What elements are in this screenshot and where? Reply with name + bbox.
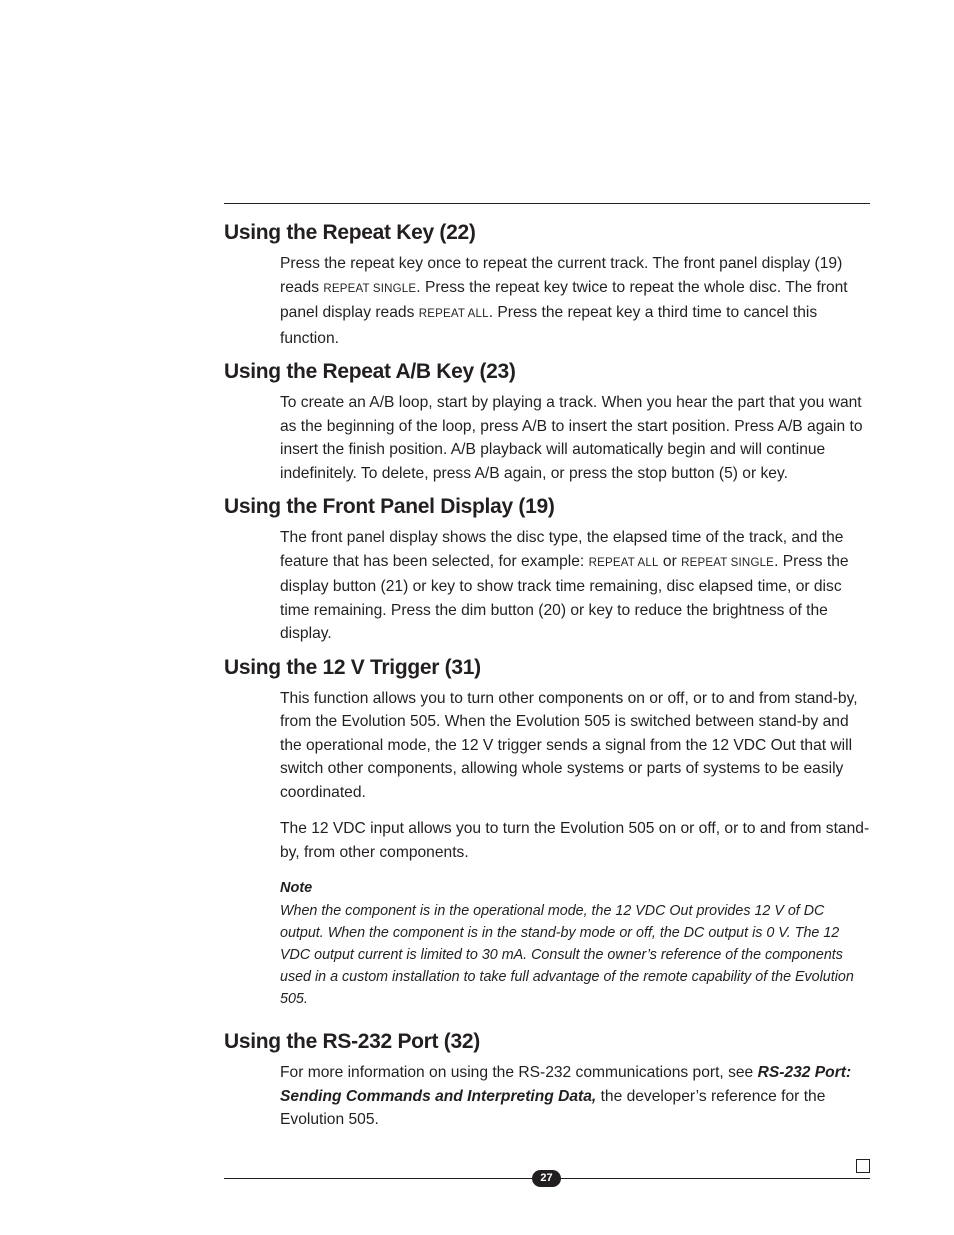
section-paragraph: To create an A/B loop, start by playing a track. When you hear the part that you want as the beginning of the loop, press A/B to insert the start position. Press A/B again to insert the finish position. A/B playback will automatically begin and will continue indefinitely. To delete, press A/B again, or press the stop button (5) or key. — [280, 394, 863, 482]
note-title: Note — [280, 880, 313, 896]
display-text-repeat-all: REPEAT ALL — [418, 308, 489, 320]
section-paragraph: The 12 VDC input allows you to turn the Evolution 505 on or off, or to and from stand-by, from other components. — [280, 820, 870, 861]
section-heading: Using the Repeat Key (22) — [224, 221, 476, 244]
section-heading: Using the Repeat A/B Key (23) — [224, 360, 516, 383]
section-heading: Using the 12 V Trigger (31) — [224, 655, 481, 679]
page-content — [224, 219, 870, 1140]
note-body: When the component is in the operational mode, the 12 VDC Out provides 12 V of DC output. When the component is in the stand-by mode or off, the DC output is 0 V. The 12 VDC output current is limited to 30 mA. Consult the owner’s reference of the components used in a custom installation to take full advantage of the remote capability of the Evolution 505. — [280, 903, 854, 1007]
section-front-panel-display — [224, 493, 870, 646]
display-text-repeat-all: REPEAT ALL — [588, 556, 659, 569]
section-repeat-ab-key — [224, 358, 870, 485]
display-text-repeat-single: REPEAT SINGLE — [323, 282, 417, 295]
section-heading: Using the RS-232 Port (32) — [224, 1030, 480, 1053]
section-repeat-key — [224, 219, 870, 350]
page-number: 27 — [532, 1170, 561, 1187]
section-rs232-port — [224, 1028, 870, 1132]
section-heading: Using the Front Panel Display (19) — [224, 495, 555, 518]
section-paragraph: This function allows you to turn other components on or off, or to and from stand-by, from the Evolution 505. When the Evolution 505 is switched between stand-by and the operational mode, the 12 V trigger sends a signal from the 12 VDC Out that will switch other components, allowing whole systems or parts of systems to be easily coordinated. — [280, 689, 858, 801]
section-paragraph: The front panel display shows the disc type, the elapsed time of the track, and the feature that has been selected, for example: REPEAT ALL or REPEAT SINGLE. Press the display button (21) or key to show track time remaining, disc elapsed time, or disc time remaining. Press the dim button (20) or key to reduce the brightness of the display. — [280, 529, 849, 642]
section-paragraph: Press the repeat key once to repeat the current track. The front panel display (19) reads REPEAT SINGLE. Press the repeat key twice to repeat the whole disc. The front panel display reads REPEAT ALL. Press the repeat key a third time to cancel this function. — [280, 255, 848, 347]
display-text-repeat-single: REPEAT SINGLE — [681, 556, 775, 569]
reference-document-title: RS-232 Port: Sending Commands and Interpreting Data, — [280, 1064, 852, 1105]
top-rule — [224, 203, 870, 204]
corner-box — [856, 1159, 870, 1173]
section-12v-trigger — [224, 654, 870, 1011]
section-paragraph: For more information on using the RS-232 communications port, see RS-232 Port: Sending Commands and Interpreting Data, the developer’s reference for the Evolution 505. — [280, 1064, 852, 1128]
